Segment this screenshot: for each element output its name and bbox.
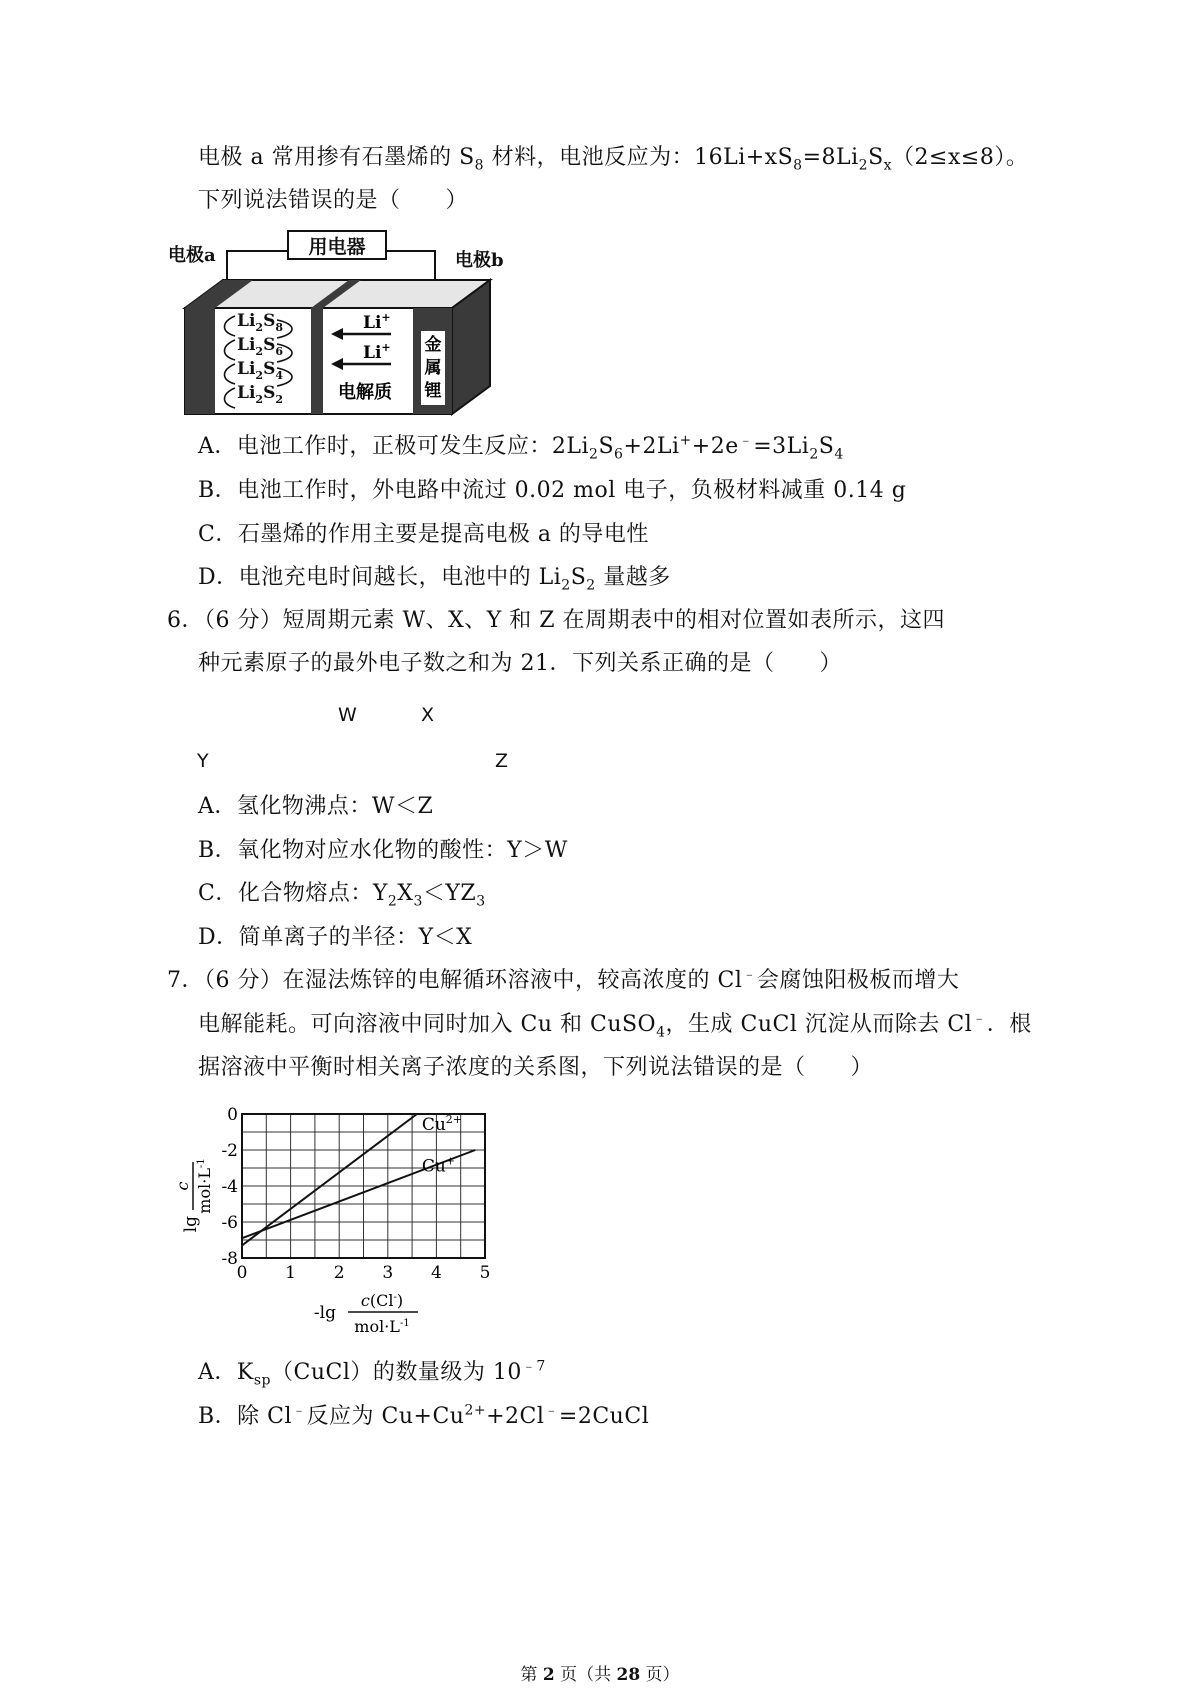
cu-concentration-chart (160, 1096, 500, 1346)
species-li2s2: $Li_2S_2$ (237, 383, 284, 406)
y-tick-label: 0 (227, 1105, 238, 1125)
q6-stem-line2: 种元素原子的最外电子数之和为 21．下列关系正确的是（ ） (198, 651, 842, 676)
q5-intro-line2: 下列说法错误的是（ ） (198, 188, 469, 213)
q7-option-a: A．$K_{sp}(CuCl)$的数量级为 $10^{﹣7}$ (198, 1358, 546, 1389)
species-li2s4: $Li_2S_4$ (237, 359, 284, 382)
electrode-a-label: 电极a (168, 245, 216, 266)
battery-diagram (165, 228, 520, 428)
x-axis-label-denominator: $mol\cdot L^{-1}$ (354, 1317, 410, 1336)
y-tick-label: -4 (221, 1177, 238, 1197)
q6-option-c: C．化合物熔点：$Y_2X_3<YZ_3$ (198, 881, 486, 910)
q7-stem-line1: 7．（6 分）在湿法炼锌的电解循环溶液中，较高浓度的 Cl﹣会腐蚀阳极板而增大 (167, 966, 960, 993)
q5-option-b: B．电池工作时，外电路中流过 0.02 mol 电子，负极材料减重 0.14 g (198, 478, 907, 503)
table-cell-w: W (338, 704, 358, 726)
x-tick-label: 3 (382, 1263, 394, 1283)
y-tick-label: -8 (221, 1249, 238, 1269)
y-axis-label-prefix: lg (181, 1216, 201, 1233)
y-axis-label (173, 1158, 214, 1232)
q7-option-b: B．除 Cl﹣反应为 $Cu+Cu^{2+}+2Cl^﹣=2CuCl$ (198, 1402, 650, 1429)
table-cell-x: X (421, 704, 435, 726)
y-axis-label-numerator: c (173, 1181, 192, 1191)
device-label: 用电器 (308, 236, 366, 258)
page-footer: 第 2 页（共 28 页） (520, 1665, 680, 1685)
q5-option-d: D．电池充电时间越长，电池中的 $Li_2S_2$ 量越多 (198, 565, 671, 594)
q6-option-b: B．氧化物对应水化物的酸性：Y＞W (198, 838, 568, 863)
x-tick-label: 2 (333, 1263, 345, 1283)
species-li2s6: $Li_2S_6$ (237, 335, 284, 358)
q6-stem-line1: 6．（6 分）短周期元素 W、X、Y 和 Z 在周期表中的相对位置如表所示，这四 (167, 608, 946, 633)
svg-text:Li+: Li+ (363, 311, 391, 333)
q6-option-d: D．简单离子的半径：Y＜X (198, 925, 473, 950)
q5-option-a: A．电池工作时，正极可发生反应：$2Li_2S_6+2Li^++2e^﹣=3Li_2S_4$ (198, 432, 844, 463)
x-tick-label: 1 (285, 1263, 297, 1283)
q7-stem-line3: 据溶液中平衡时相关离子浓度的关系图，下列说法错误的是（ ） (198, 1055, 874, 1080)
metal-char-3: 锂 (424, 381, 442, 401)
metal-char-1: 金 (424, 335, 442, 355)
chart-grid (242, 1114, 485, 1258)
y-tick-label: -6 (221, 1213, 238, 1233)
x-tick-label: 4 (430, 1263, 442, 1283)
chart-series (242, 1113, 475, 1245)
q5-option-c: C．石墨烯的作用主要是提高电极 a 的导电性 (198, 522, 649, 547)
x-tick-label: 0 (236, 1263, 248, 1283)
series-label-cu2plus: $Cu^{2+}$ (421, 1113, 463, 1136)
x-tick-label: 5 (479, 1263, 491, 1283)
y-tick-label: -2 (221, 1141, 238, 1161)
electrode-b-label: 电极b (455, 250, 504, 271)
q7-stem-line2: 电解能耗。可向溶液中同时加入 Cu 和 CuSO$_4$，生成 CuCl 沉淀从而除去 Cl﹣．根 (198, 1010, 1032, 1041)
electrolyte-label: 电解质 (338, 382, 392, 403)
metal-char-2: 属 (424, 358, 442, 378)
x-axis-label-numerator: c(Cl-) (360, 1291, 404, 1310)
table-cell-z: Z (495, 750, 509, 772)
q6-option-a: A．氢化物沸点：W＜Z (198, 794, 434, 819)
series-label-cuplus: Cu+ (421, 1154, 456, 1177)
y-axis-label-denominator: $mol\cdot L^{-1}$ (195, 1158, 214, 1214)
q5-intro-line1: 电极 a 常用掺有石墨烯的 $S_8$ 材料，电池反应为：$16Li+xS_8=8Li_2S_x(2\le x\le 8)$。 (198, 145, 1029, 174)
x-axis-label-prefix: -lg (313, 1303, 336, 1323)
svg-text:Li+: Li+ (363, 341, 391, 363)
series-line-cu2plus (242, 1114, 417, 1245)
species-li2s8: $Li_2S_8$ (237, 311, 284, 334)
table-cell-y: Y (197, 750, 210, 772)
